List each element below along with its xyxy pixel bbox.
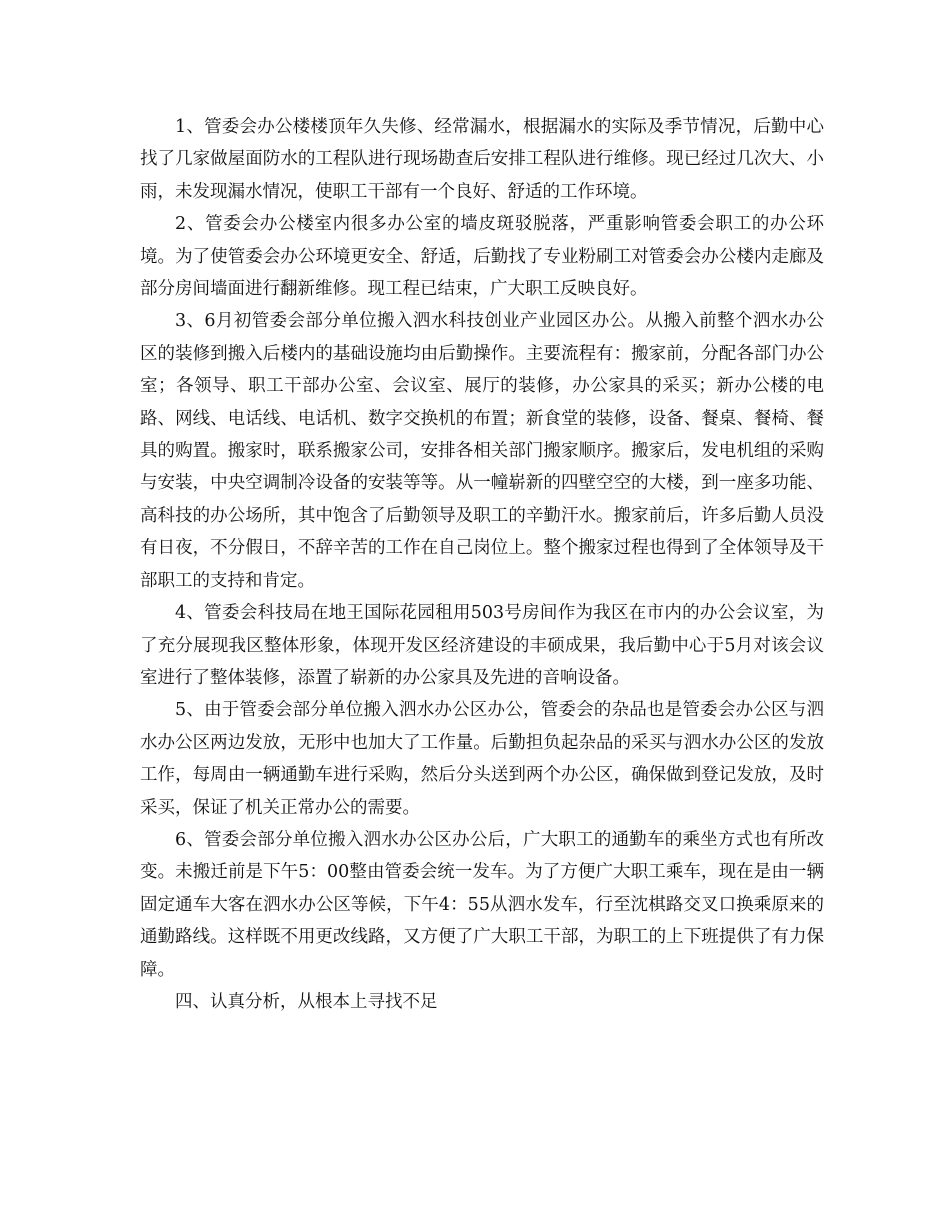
paragraph-item-5: 5、由于管委会部分单位搬入泗水办公区办公，管委会的杂品也是管委会办公区与泗水办公区两边发放，无形中也加大了工作量。后勤担负起杂品的采买与泗水办公区的发放工作，每周由一辆通勤车进行采购，然后分头送到两个办公区，确保做到登记发放，及时采买，保证了机关正常办公的需要。 <box>140 700 824 818</box>
paragraph-item-4: 4、管委会科技局在地王国际花园租用503号房间作为我区在市内的办公会议室，为了充分展现我区整体形象，体现开发区经济建设的丰硕成果，我后勤中心于5月对该会议室进行了整体装修，添置了崭新的办公家具及先进的音响设备。 <box>140 603 824 688</box>
paragraph-item-2: 2、管委会办公楼室内很多办公室的墙皮斑驳脱落，严重影响管委会职工的办公环境。为了使管委会办公环境更安全、舒适，后勤找了专业粉刷工对管委会办公楼内走廊及部分房间墙面进行翻新维修。现工程已结束，广大职工反映良好。 <box>140 214 824 300</box>
document-body <box>140 111 824 1018</box>
paragraph-item-3: 3、6月初管委会部分单位搬入泗水科技创业产业园区办公。从搬入前整个泗水办公区的装修到搬入后楼内的基础设施均由后勤操作。主要流程有：搬家前，分配各部门办公室；各领导、职工干部办公室、会议室、展厅的装修，办公家具的采买；新办公楼的电路、网线、电话线、电话机、数字交换机的布置；新食堂的装修，设备、餐桌、餐椅、餐具的购置。搬家时，联系搬家公司，安排各相关部门搬家顺序。搬家后，发电机组的采购与安装，中央空调制冷设备的安装等等。从一幢崭新的四壁空空的大楼，到一座多功能、高科技的办公场所，其中饱含了后勤领导及职工的辛勤汗水。搬家前后，许多后勤人员没有日夜，不分假日，不辞辛苦的工作在自己岗位上。整个搬家过程也得到了全体领导及干部职工的支持和肯定。 <box>140 311 824 591</box>
paragraph-item-1: 1、管委会办公楼楼顶年久失修、经常漏水，根据漏水的实际及季节情况，后勤中心找了几家做屋面防水的工程队进行现场勘查后安排工程队进行维修。现已经过几次大、小雨，未发现漏水情况，使职工干部有一个良好、舒适的工作环境。 <box>140 117 824 202</box>
section-heading: 四、认真分析，从根本上寻找不足 <box>175 991 438 1012</box>
paragraph-item-6: 6、管委会部分单位搬入泗水办公区办公后，广大职工的通勤车的乘坐方式也有所改变。未搬迁前是下午5：00整由管委会统一发车。为了方便广大职工乘车，现在是由一辆固定通车大客在泗水办公区等候，下午4：55从泗水发车，行至沈棋路交叉口换乘原来的通勤路线。这样既不用更改线路，又方便了广大职工干部，为职工的上下班提供了有力保障。 <box>140 829 824 980</box>
